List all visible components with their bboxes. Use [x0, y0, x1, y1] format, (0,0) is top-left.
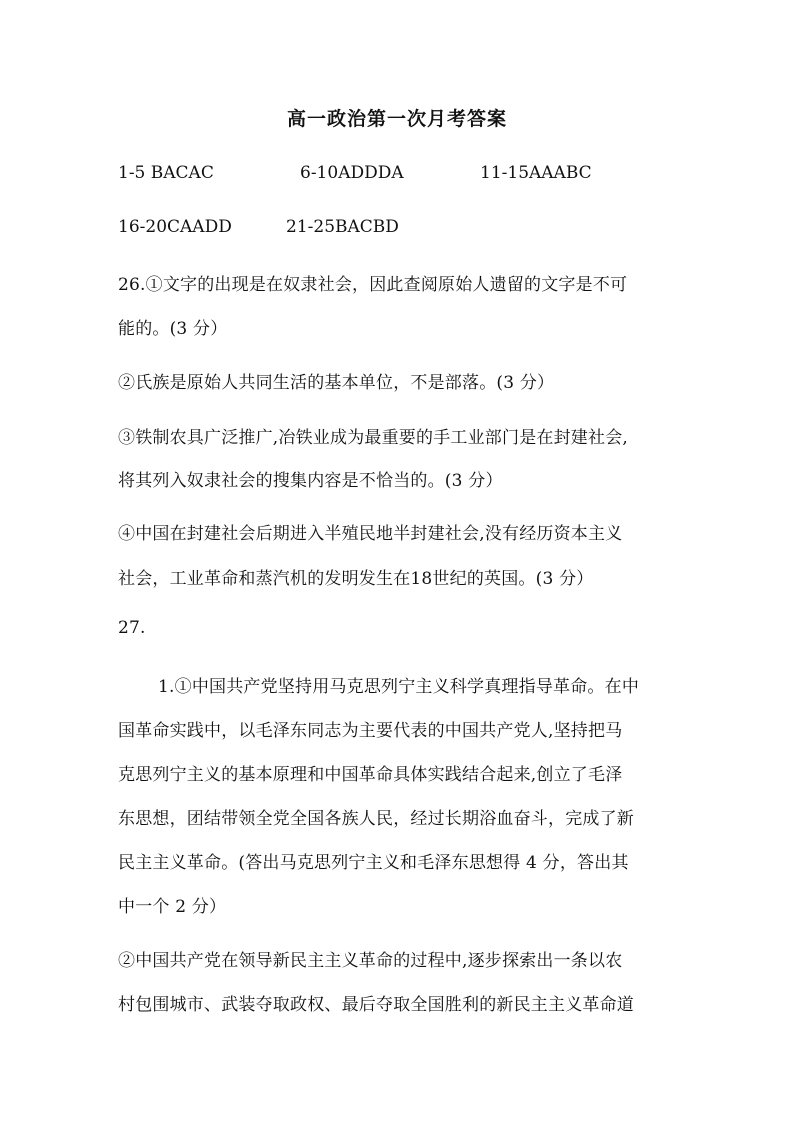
- q27-line: ②中国共产党在领导新民主主义革命的过程中,逐步探索出一条以农: [118, 951, 623, 971]
- q26-line: 将其列入奴隶社会的搜集内容是不恰当的。(3 分）: [118, 471, 503, 491]
- answer-group: 11-15AAABC: [480, 163, 592, 183]
- q27-line: 东思想，团结带领全党全国各族人民，经过长期浴血奋斗，完成了新: [118, 809, 634, 829]
- answer-group: 1-5 BACAC: [118, 163, 214, 183]
- q27-line: 1.①中国共产党坚持用马克思列宁主义科学真理指导革命。在中: [158, 677, 640, 697]
- q26-line: ③铁制农具广泛推广,冶铁业成为最重要的手工业部门是在封建社会,: [118, 428, 629, 448]
- answer-group: 21-25BACBD: [286, 217, 399, 237]
- q26-line: 社会，工业革命和蒸汽机的发明发生在18世纪的英国。(3 分）: [118, 569, 594, 589]
- q26-line: 能的。(3 分）: [118, 319, 228, 339]
- answer-group: 16-20CAADD: [118, 217, 232, 237]
- q27-line: 国革命实践中，以毛泽东同志为主要代表的中国共产党人,坚持把马: [118, 721, 623, 741]
- q27-line: 民主主义革命。(答出马克思列宁主义和毛泽东思想得 4 分，答出其: [118, 853, 629, 873]
- q26-line: ④中国在封建社会后期进入半殖民地半封建社会,没有经历资本主义: [118, 524, 623, 544]
- q27-line: 村包围城市、武装夺取政权、最后夺取全国胜利的新民主主义革命道: [118, 995, 634, 1015]
- q27-line: 中一个 2 分）: [118, 897, 227, 917]
- q26-line: ②氏族是原始人共同生活的基本单位，不是部落。(3 分）: [118, 373, 555, 393]
- q27-line: 克思列宁主义的基本原理和中国革命具体实践结合起来,创立了毛泽: [118, 765, 623, 785]
- page-title: 高一政治第一次月考答案: [286, 108, 507, 130]
- q27-label: 27.: [118, 618, 146, 638]
- q26-line: 26.①文字的出现是在奴隶社会，因此查阅原始人遗留的文字是不可: [118, 275, 628, 295]
- answer-group: 6-10ADDDA: [300, 163, 404, 183]
